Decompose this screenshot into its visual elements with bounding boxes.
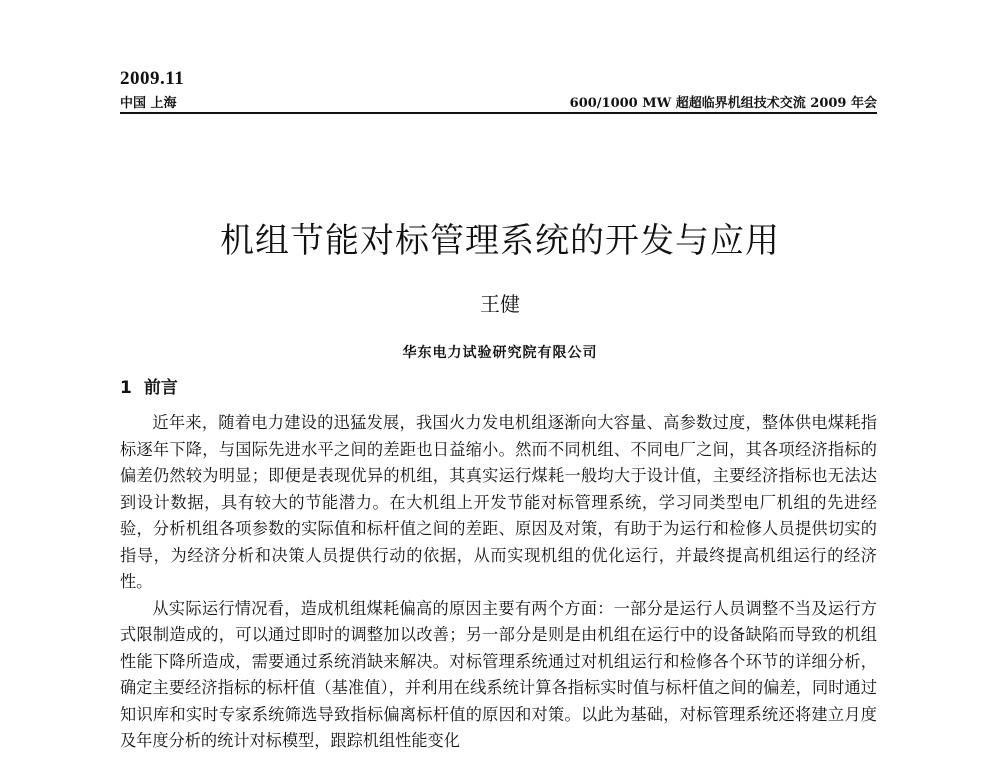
section-number: 1	[120, 378, 132, 398]
header-location: 中国 上海	[120, 96, 177, 111]
paragraph: 从实际运行情况看，造成机组煤耗偏高的原因主要有两个方面：一部分是运行人员调整不当及运行方式限制造成的，可以通过即时的调整加以改善；另一部分是则是由机组在运行中的设备缺陷而导致的机组性能下降所造成，需要通过系统消缺来解决。对标管理系统通过对机组运行和检修各个环节的详细分析，确定主要经济指标的标杆值（基准值），并利用在线系统计算各指标实时值与标杆值之间的偏差，同时通过知识库和实时专家系统筛选导致指标偏离标杆值的原因和对策。以此为基础，对标管理系统还将建立月度及年度分析的统计对标模型，跟踪机组性能变化	[120, 598, 877, 750]
paper-title: 机组节能对标管理系统的开发与应用	[220, 221, 780, 261]
header-date: 2009.11	[120, 68, 185, 89]
header-conference: 600/1000 MW 超超临界机组技术交流 2009 年会	[569, 96, 877, 111]
page-header	[120, 68, 877, 114]
body-text	[120, 410, 877, 755]
paragraph: 近年来，随着电力建设的迅猛发展，我国火力发电机组逐渐向大容量、高参数过度，整体供电煤耗指标逐年下降，与国际先进水平之间的差距也日益缩小。然而不同机组、不同电厂之间，其各项经济指标的偏差仍然较为明显；即便是表现优异的机组，其真实运行煤耗一般均大于设计值，主要经济指标也无法达到设计数据，具有较大的节能潜力。在大机组上开发节能对标管理系统，学习同类型电厂机组的先进经验，分析机组各项参数的实际值和标杆值之间的差距、原因及对策，有助于为运行和检修人员提供切实的指导，为经济分析和决策人员提供行动的依据，从而实现机组的优化运行，并最终提高机组运行的经济性。	[120, 413, 877, 591]
author-affiliation: 华东电力试验研究院有限公司	[402, 345, 598, 361]
section-heading	[120, 373, 178, 398]
section-title: 前言	[143, 378, 178, 398]
paper-author: 王健	[480, 292, 520, 316]
header-divider	[120, 112, 877, 114]
